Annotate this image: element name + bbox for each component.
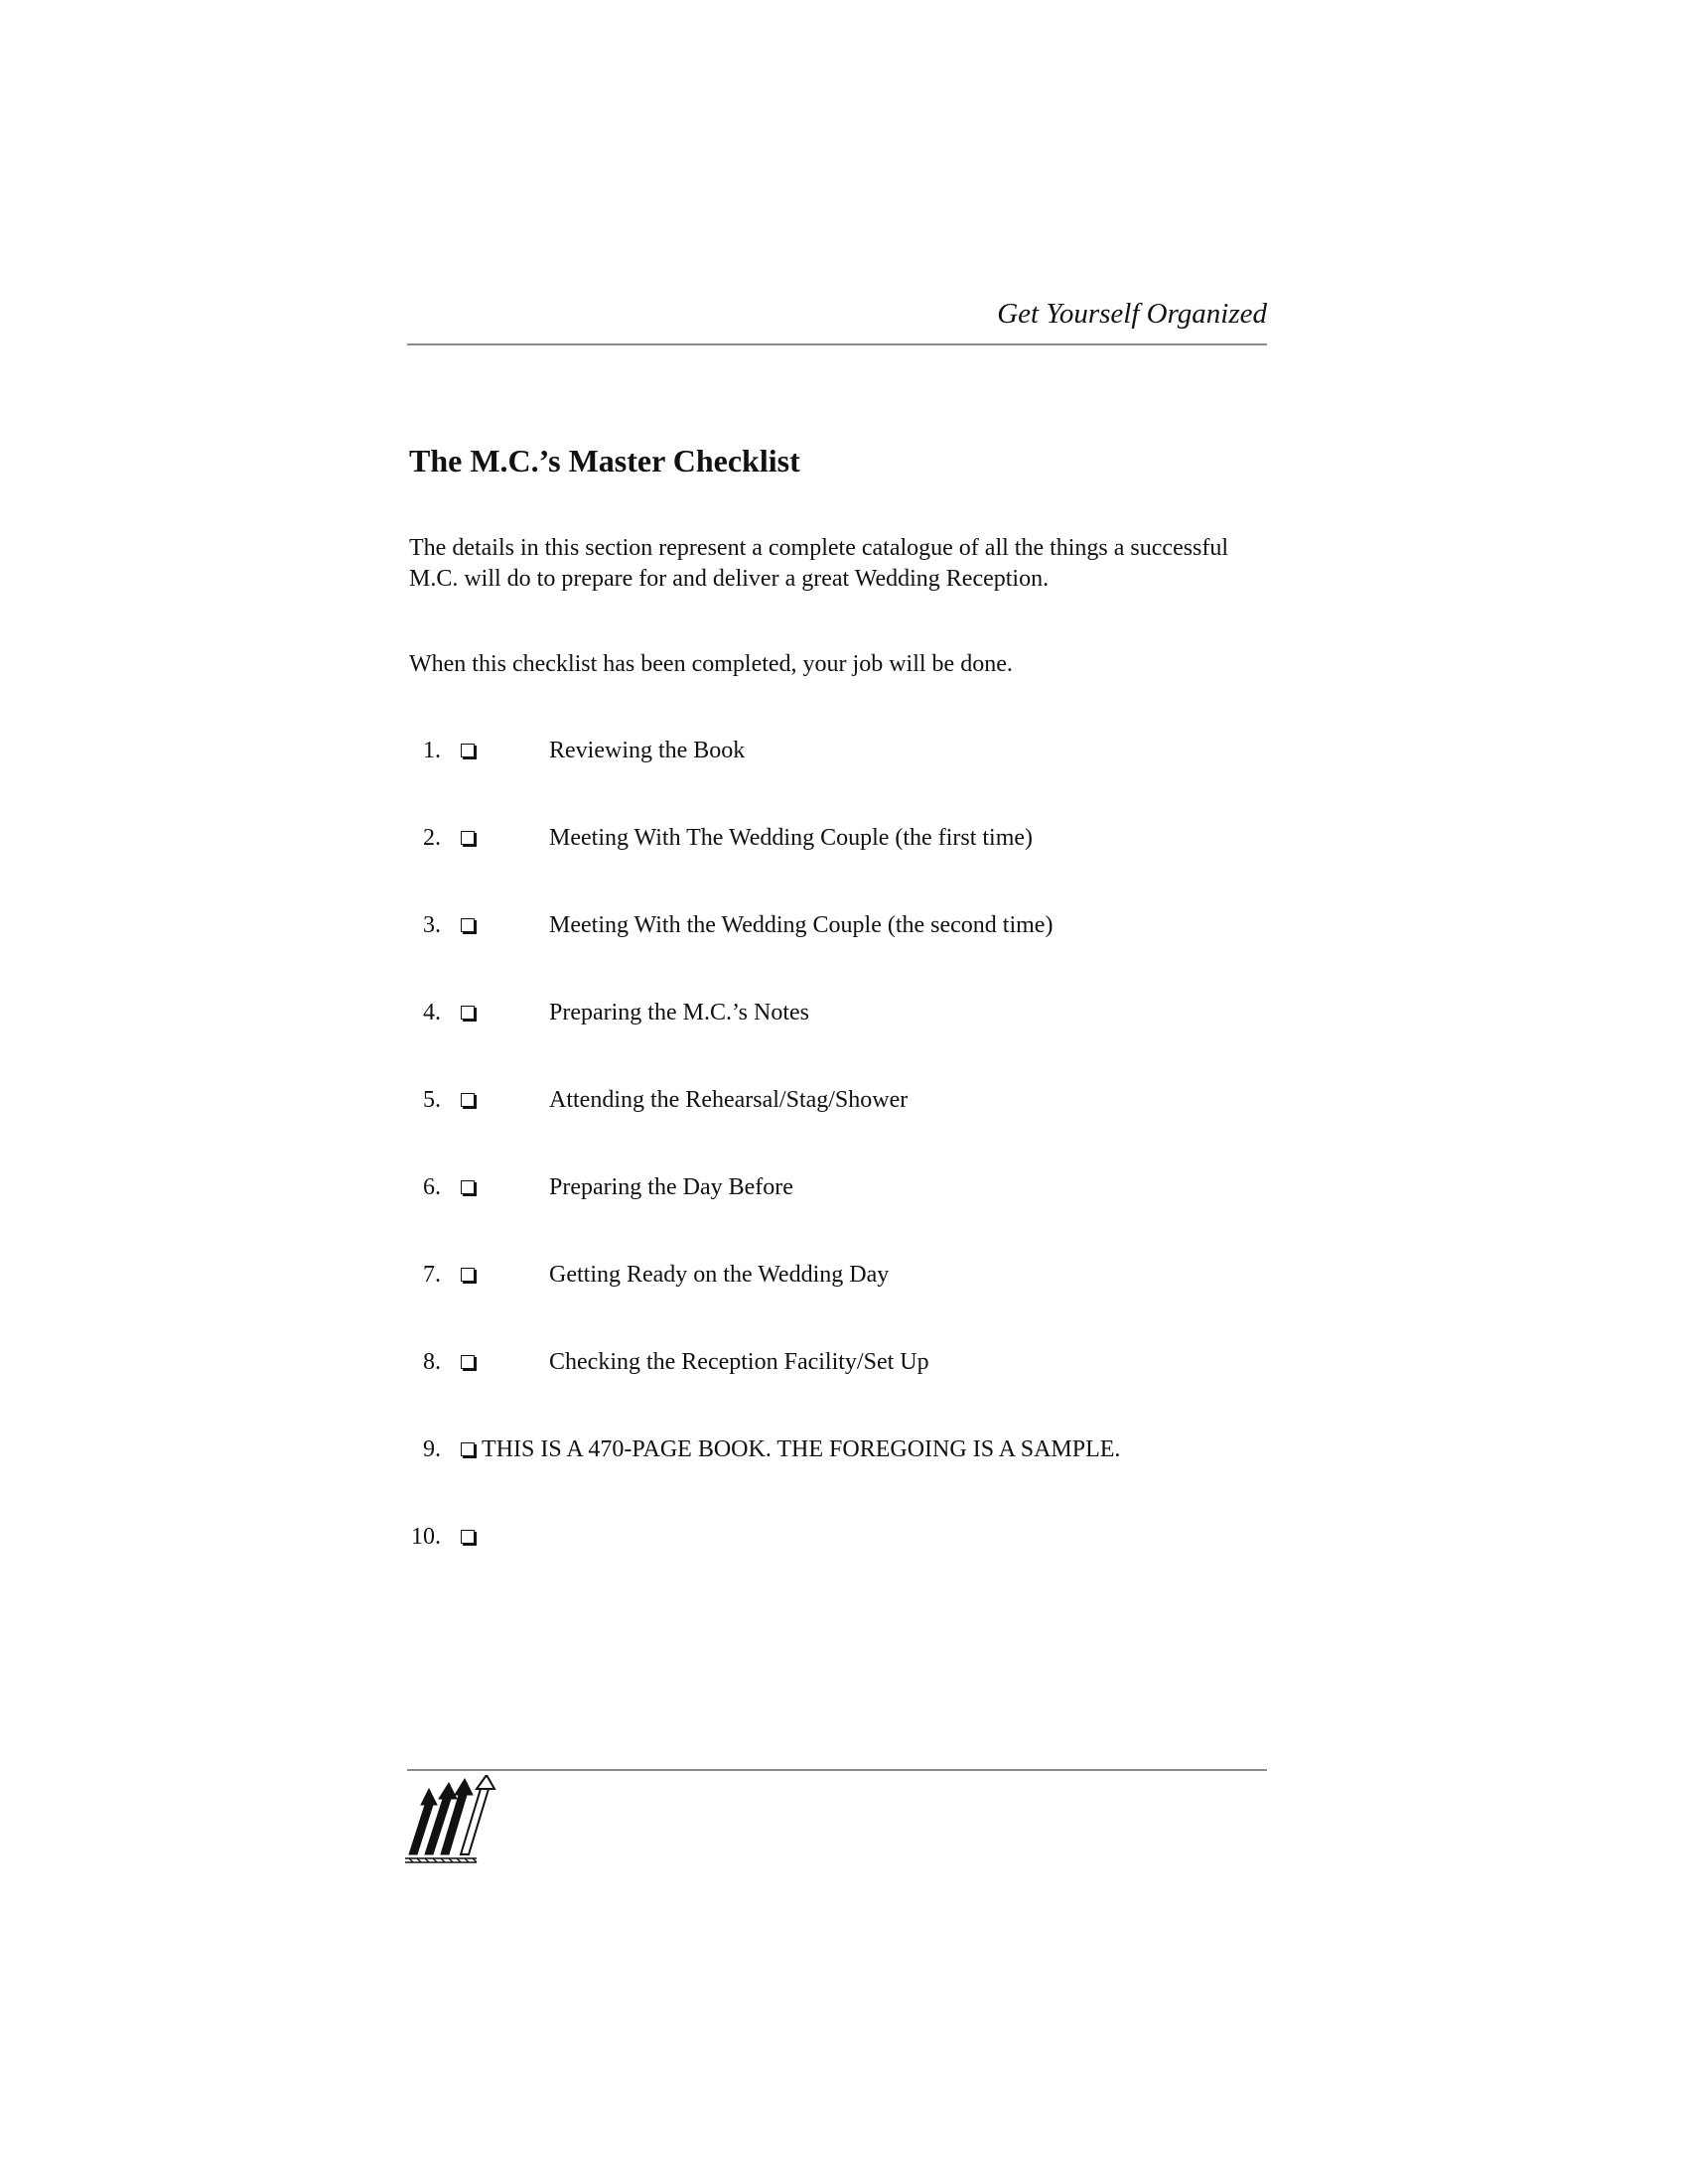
page-title: The M.C.’s Master Checklist <box>409 443 800 478</box>
item-number: 4. <box>423 1000 441 1025</box>
item-number: 6. <box>423 1174 441 1200</box>
item-label: THIS IS A 470-PAGE BOOK. THE FOREGOING IS A SAMPLE. <box>482 1436 1121 1462</box>
item-number: 3. <box>423 912 441 938</box>
checkbox-icon <box>461 1442 475 1456</box>
running-header: Get Yourself Organized <box>997 298 1267 330</box>
checklist-item-9 <box>0 1433 1688 1466</box>
checkbox-icon <box>461 831 475 845</box>
item-number: 8. <box>423 1349 441 1375</box>
checkbox-icon <box>461 1180 475 1194</box>
item-number: 7. <box>423 1262 441 1288</box>
item-number: 10. <box>411 1524 441 1550</box>
item-label: Reviewing the Book <box>549 738 746 763</box>
checklist-item-5 <box>0 1083 1688 1117</box>
checkbox-icon <box>461 918 475 932</box>
checklist-item-3 <box>0 908 1688 942</box>
checklist-item-2 <box>0 821 1688 855</box>
item-label: Checking the Reception Facility/Set Up <box>549 1349 929 1375</box>
item-number: 9. <box>423 1436 441 1462</box>
item-label: Meeting With the Wedding Couple (the second time) <box>549 912 1054 938</box>
item-label: Preparing the Day Before <box>549 1174 793 1200</box>
checklist-item-7 <box>0 1258 1688 1292</box>
checkbox-icon <box>461 1268 475 1282</box>
item-number: 5. <box>423 1087 441 1113</box>
checklist-item-4 <box>0 996 1688 1029</box>
footer-rule <box>407 1769 1267 1771</box>
checkbox-icon <box>461 1530 475 1544</box>
checkbox-icon <box>461 1355 475 1369</box>
checklist-item-10 <box>0 1520 1688 1554</box>
intro-paragraph: The details in this section represent a complete catalogue of all the things a successful M.C. will do to prepare for and deliver a great Wedding Reception. <box>409 535 1229 592</box>
item-number: 2. <box>423 825 441 851</box>
item-number: 1. <box>423 738 441 763</box>
item-label: Meeting With The Wedding Couple (the first time) <box>549 825 1034 851</box>
checklist-item-6 <box>0 1170 1688 1204</box>
checkbox-icon <box>461 1006 475 1020</box>
publisher-arrows-logo-icon <box>403 1775 522 1864</box>
checklist-item-8 <box>0 1345 1688 1379</box>
checkbox-icon <box>461 744 475 757</box>
checkbox-icon <box>461 1093 475 1107</box>
item-label: Getting Ready on the Wedding Day <box>549 1262 890 1288</box>
item-label: Attending the Rehearsal/Stag/Shower <box>549 1087 909 1113</box>
item-label: Preparing the M.C.’s Notes <box>549 1000 809 1025</box>
checklist-item-1 <box>0 734 1688 767</box>
completion-paragraph: When this checklist has been completed, your job will be done. <box>409 651 1013 677</box>
